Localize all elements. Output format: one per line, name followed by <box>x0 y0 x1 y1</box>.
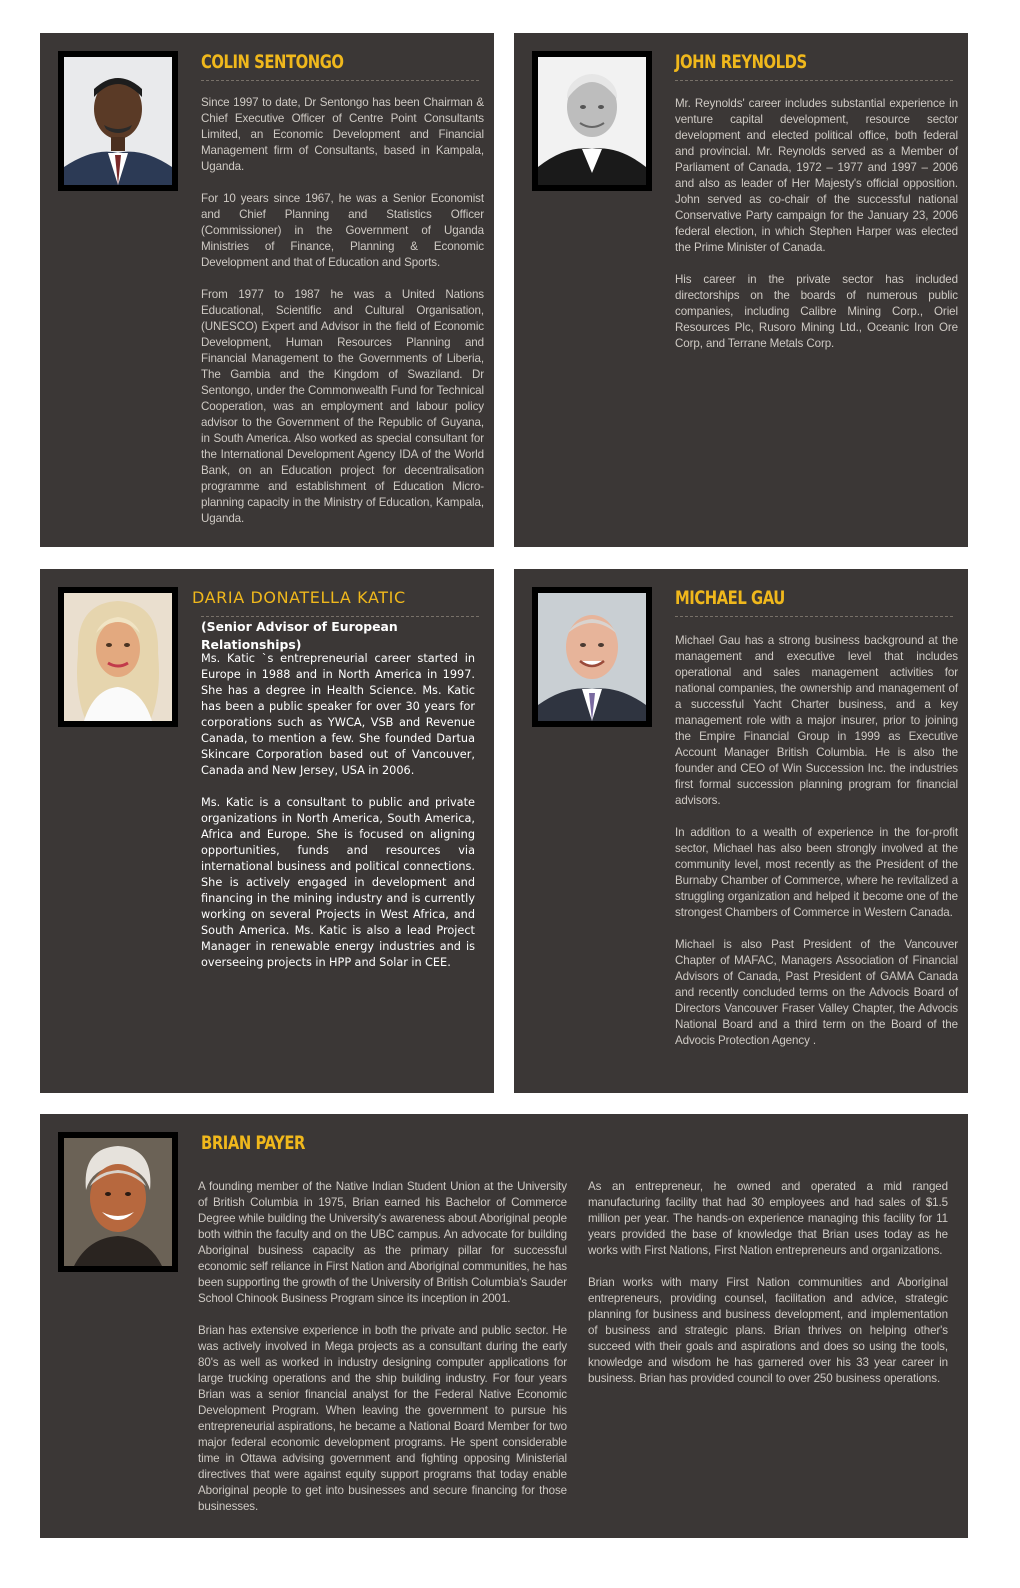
profile-card-sentongo <box>40 33 494 547</box>
bio-paragraph: A founding member of the Native Indian Student Union at the University of British Columbia in 1975, Brian earned his Bachelor of Commerce Degree while building the University's awareness about Aboriginal people both within the faculty and on the UBC campus. An advocate for building Aboriginal business capacity as the primary pillar for successful economic self reliance in First Nation and Aboriginal communities, he has been supporting the growth of the University of British Columbia's Sauder School Chinook Business Program since its inception in 2001. <box>198 1180 567 1305</box>
name-divider <box>675 80 953 81</box>
profile-card-gau <box>514 569 968 1093</box>
profile-bio-payer-left <box>198 1179 567 1531</box>
profile-name-sentongo: COLIN SENTONGO <box>201 51 344 73</box>
profile-bio-reynolds <box>675 96 958 368</box>
bio-paragraph: His career in the private sector has included directorships on the boards of numerous public companies, including Calibre Mining Corp., Oriel Resources Plc, Rusoro Mining Ltd., Oceanic Iron Ore Corp, and Terrane Metals Corp. <box>675 273 958 350</box>
profile-bio-sentongo <box>201 95 484 543</box>
portrait-photo-katic <box>58 587 178 727</box>
profile-card-katic <box>40 569 494 1093</box>
bio-paragraph: From 1977 to 1987 he was a United Nations Educational, Scientific and Cultural Organisation, (UNESCO) Expert and Advisor in the field of Economic Development, Human Resources Planning and Financial Management to the Governments of Liberia, The Gambia and the Kingdom of Swaziland. Dr Sentongo, under the Commonwealth Fund for Technical Cooperation, was an employment and labour policy advisor to the Government of the Republic of Guyana, in South America. Also worked as special consultant for the International Development Agency IDA of the World Bank, on an Education project for decentralisation programme and establishment of Education Micro-planning capacity in the Ministry of Education, Kampala, Uganda. <box>201 288 484 525</box>
portrait-reynolds-image <box>538 57 646 185</box>
bio-paragraph: Brian works with many First Nation communities and Aboriginal entrepreneurs, providing counsel, facilitation and advice, strategic planning for business and business development, and implementation of business and strategic plans. Brian thrives on helping other's succeed with their goals and aspirations and does so using the tools, knowledge and wisdom he has garnered over his 33 year career in business. Brian has provided council to over 250 business operations. <box>588 1276 948 1385</box>
portrait-photo-sentongo <box>58 51 178 191</box>
portrait-gau-image <box>538 593 646 721</box>
profile-name-katic: DARIA DONATELLA KATIC <box>192 588 406 607</box>
bio-paragraph: Since 1997 to date, Dr Sentongo has been Chairman & Chief Executive Officer of Centre Point Consultants Limited, an Economic Development and Financial Management firm of Consultants, based in Kampala, Uganda. <box>201 96 484 173</box>
bio-paragraph: Ms. Katic is a consultant to public and private organizations in North America, South America, Africa and Europe. She is focused on aligning opportunities, funds and resources via international business and political connections. She is actively engaged in development and financing in the mining industry and is currently working on several Projects in West Africa, and South America. Ms. Katic is also a lead Project Manager in renewable energy industries and is overseeing projects in HPP and Solar in CEE. <box>201 796 475 969</box>
bio-paragraph: Mr. Reynolds' career includes substantial experience in venture capital development, resource sector development and elected political office, both federal and provincial. Mr. Reynolds served as a Member of Parliament of Canada, 1972 – 1977 and 1997 – 2006 and also as leader of Her Majesty's official opposition. John served as co-chair of the successful national Conservative Party campaign for the January 23, 2006 federal election, in which Stephen Harper was elected the Prime Minister of Canada. <box>675 97 958 254</box>
bio-paragraph: As an entrepreneur, he owned and operated a mid ranged manufacturing facility that had 30 employees and had sales of $1.5 million per year. The hands-on experience managing this facility for 11 years provided the base of knowledge that Brian uses today as he works with First Nations, First Nation entrepreneurs and organizations. <box>588 1180 948 1257</box>
bio-paragraph: Ms. Katic `s entrepreneurial career started in Europe in 1988 and in North America in 1997. She has a degree in Health Science. Ms. Katic has been a public speaker for over 30 years for corporations such as YWCA, VSB and Revenue Canada, to mention a few. She founded Dartua Skincare Corporation based out of Vancouver, Canada and New Jersey, USA in 2006. <box>201 652 475 777</box>
bio-paragraph: Brian has extensive experience in both the private and public sector. He was actively involved in Mega projects as a consultant during the early 80's as well as worked in industry designing computer applications for large trucking operations and the ship building industry. For four years Brian was a senior financial analyst for the Federal Native Economic Development Program. When leaving the government to pursue his entrepreneurial aspirations, he became a National Board Member for two major federal economic development programs. He spent considerable time in Ottawa advising government and fighting opposing Ministerial directives that were against equity support programs that today enable Aboriginal people to get into businesses and secure financing for those businesses. <box>198 1324 567 1513</box>
portrait-katic-image <box>64 593 172 721</box>
name-divider <box>201 616 479 617</box>
profile-name-reynolds: JOHN REYNOLDS <box>675 51 807 73</box>
portrait-sentongo-image <box>64 57 172 185</box>
portrait-payer-image <box>64 1138 172 1266</box>
profile-card-payer <box>40 1114 968 1538</box>
portrait-photo-reynolds <box>532 51 652 191</box>
bio-paragraph: Michael is also Past President of the Vancouver Chapter of MAFAC, Managers Association of Financial Advisors of Canada, Past President of GAMA Canada and recently concluded terms on the Advocis Board of Directors Vancouver Fraser Valley Chapter, the Advocis National Board and a third term on the Board of the Advocis Protection Agency . <box>675 938 958 1047</box>
profile-bio-payer-right <box>588 1179 948 1403</box>
name-divider <box>201 80 479 81</box>
portrait-photo-payer <box>58 1132 178 1272</box>
profile-bio-gau <box>675 633 958 1065</box>
bio-paragraph: In addition to a wealth of experience in the for-profit sector, Michael has also been strongly involved at the community level, most recently as the President of the Burnaby Chamber of Commerce, where he revitalized a struggling organization and helped it become one of the strongest Chambers of Commerce in Western Canada. <box>675 826 958 919</box>
profile-subtitle-katic: (Senior Advisor of European Relationships) <box>201 619 398 652</box>
name-divider <box>675 616 953 617</box>
bio-paragraph: Michael Gau has a strong business background at the management and executive level that includes operational and sales management activities for national companies, the ownership and management of a successful Yacht Charter business, and a key management role with a major insurer, prior to joining the Empire Financial Group in 1999 as Executive Account Manager British Columbia. He is also the founder and CEO of Win Succession Inc. the industries first formal succession planning program for financial advisors. <box>675 634 958 807</box>
profile-card-reynolds <box>514 33 968 547</box>
profile-name-payer: BRIAN PAYER <box>201 1132 305 1154</box>
profile-bio-katic <box>201 651 475 987</box>
profile-name-gau: MICHAEL GAU <box>675 587 785 609</box>
bio-paragraph: For 10 years since 1967, he was a Senior Economist and Chief Planning and Statistics Officer (Commissioner) in the Government of Uganda Ministries of Finance, Planning & Economic Development and that of Education and Sports. <box>201 192 484 269</box>
portrait-photo-gau <box>532 587 652 727</box>
